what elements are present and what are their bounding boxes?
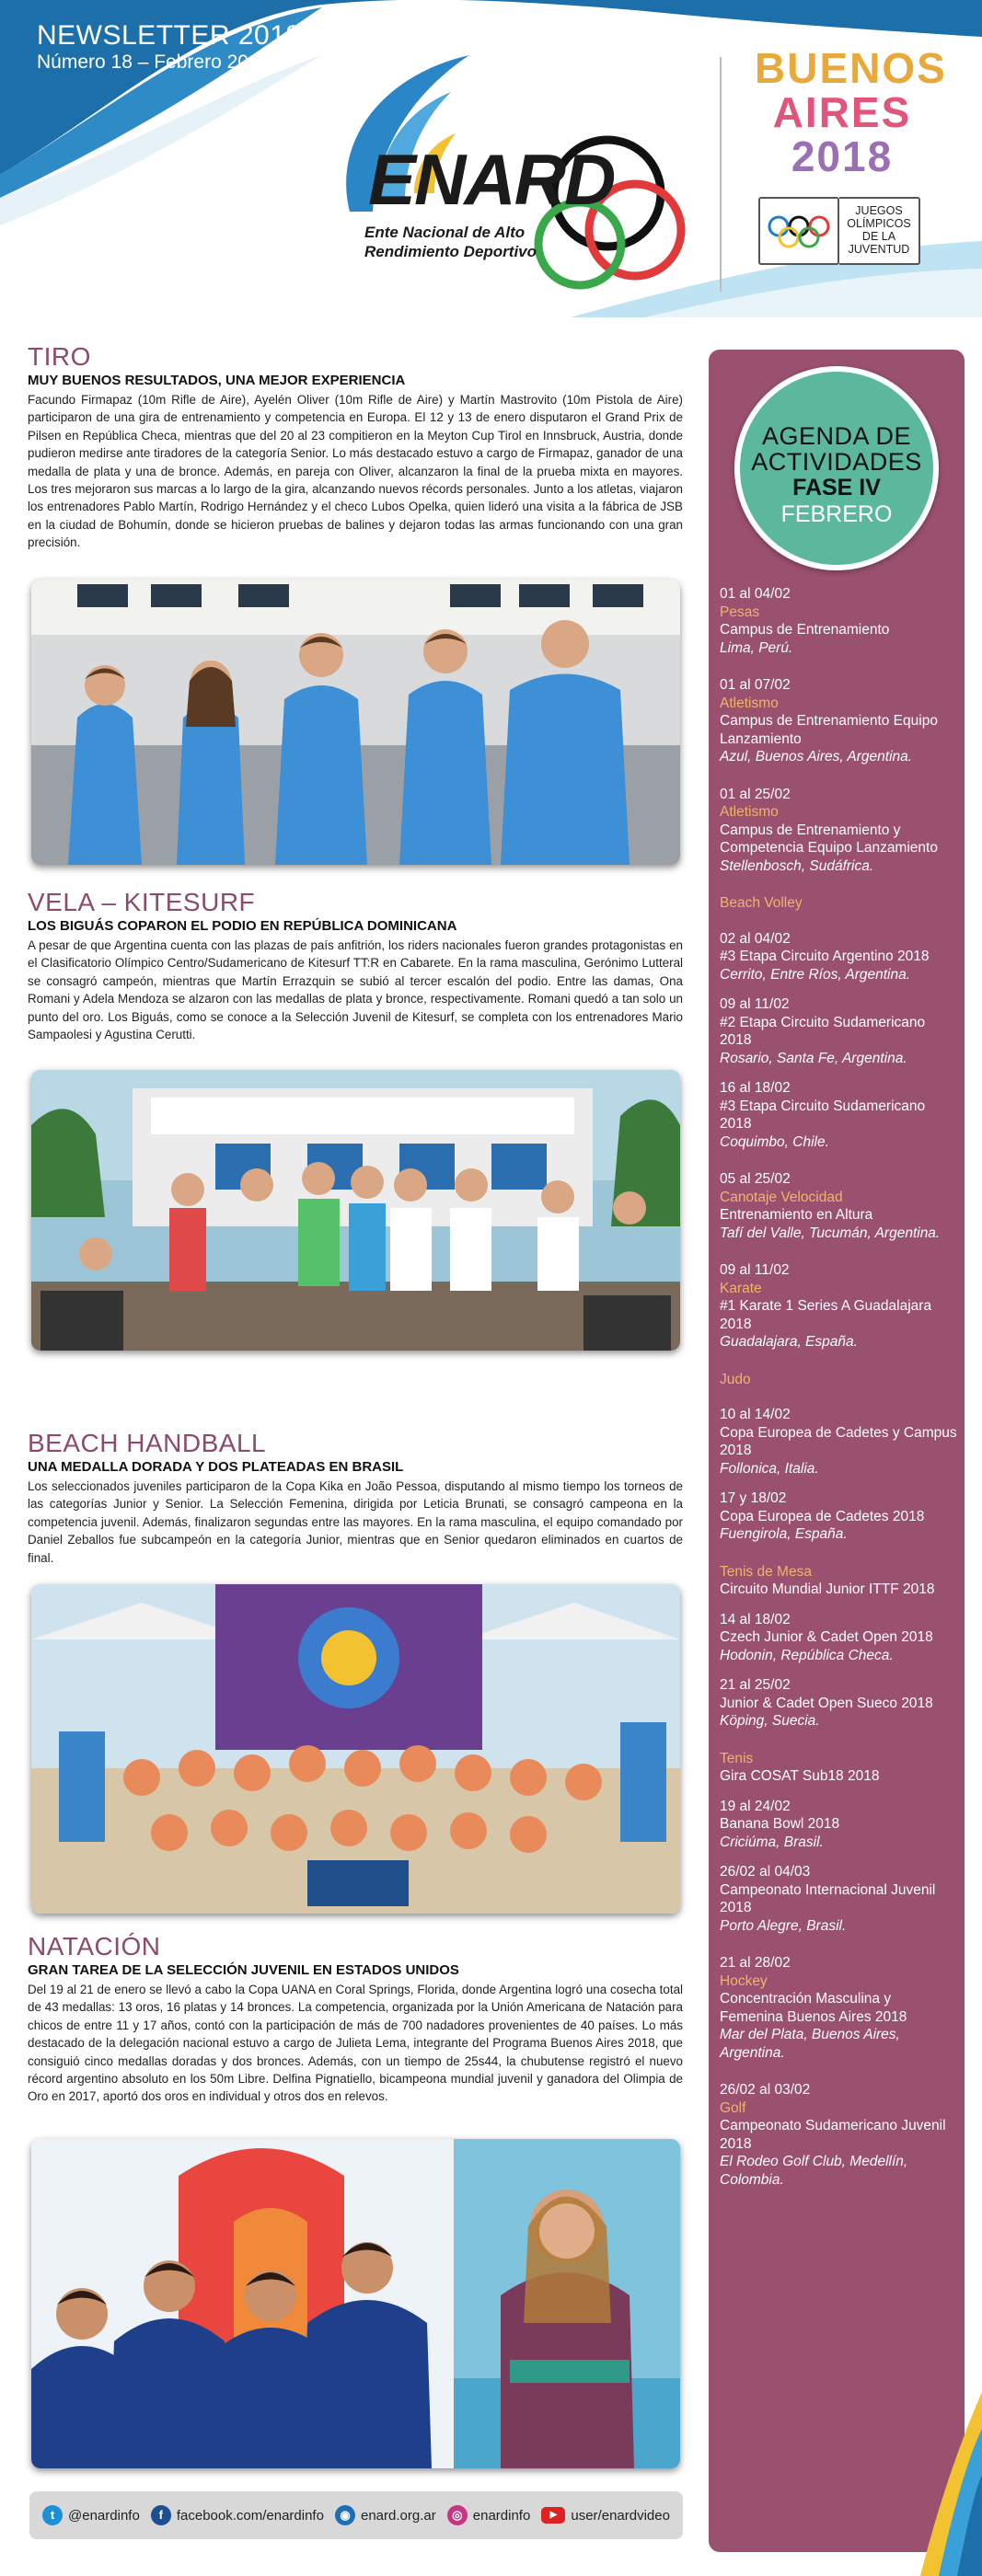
event-date: 05 al 25/02 [720, 1171, 791, 1187]
event-place: Hodonin, República Checa. [720, 1647, 894, 1663]
enard-tagline-1: Ente Nacional de Alto [364, 224, 526, 241]
agenda-event [720, 1798, 957, 1852]
event-date: 21 al 28/02 [720, 1955, 791, 1971]
agenda-event [720, 1170, 957, 1242]
section-title-vela: VELA – KITESURF [28, 888, 256, 916]
facebook-icon: f [151, 2505, 171, 2525]
event-name: Junior & Cadet Open Sueco 2018 [720, 1695, 933, 1711]
event-name: Campeonato Internacional Juvenil 2018 [720, 1881, 936, 1915]
youth-olympic-games-label [839, 197, 920, 265]
footer-decoration [0, 2355, 982, 2576]
event-place: Follonica, Italia. [720, 1460, 819, 1477]
event-date: 02 al 04/02 [720, 930, 791, 947]
enard-tagline-2: Rendimiento Deportivo [364, 243, 537, 260]
event-name: Gira COSAT Sub18 2018 [720, 1768, 880, 1784]
event-date: 26/02 al 04/03 [720, 1864, 811, 1880]
event-name: Entrenamiento en Altura [720, 1207, 873, 1223]
event-sport: Canotaje Velocidad [720, 1189, 843, 1205]
agenda-event-intro [720, 1581, 957, 1599]
event-name: Copa Europea de Cadetes 2018 [720, 1508, 925, 1524]
buenos-aires-2018-logo [755, 44, 947, 180]
event-name: Campus de Entrenamiento [720, 622, 890, 638]
event-place: Rosario, Santa Fe, Argentina. [720, 1050, 907, 1066]
social-links-bar [29, 2491, 683, 2539]
section-body-vela: A pesar de que Argentina cuenta con las plazas de país anfitrión, los riders nacionales fueron grandes protagonistas en el Clasificatorio Olímpico Centro/Sudamericano de Kitesurf TT:R en Cabarete. En la rama masculina, Gerónimo Lutteral se consagró campeón, mientras que Martín Errazquin se subió al tercer escalón del podio. Entre las damas, Ona Romani y Adela Mendoza se alzaron con las medallas de plata y bronce, respectivamente. Romani quedó a tan solo un punto del oro. Los Biguás, como se conoce a la Selección Juvenil de Kitesurf, se completa con los entrenadores Mario Sampaolesi y Agustina Cerutti. [28, 938, 683, 1042]
event-date: 01 al 07/02 [720, 677, 791, 693]
section-title-tiro: TIRO [28, 342, 91, 371]
web-url: enard.org.ar [361, 2507, 436, 2524]
event-place: Azul, Buenos Aires, Argentina. [720, 749, 913, 765]
header-divider [720, 57, 722, 292]
ba-logo-line-1: BUENOS [755, 44, 947, 92]
web-link[interactable] [335, 2505, 436, 2525]
event-date: 21 al 25/02 [720, 1677, 791, 1693]
web-icon: ◉ [335, 2505, 355, 2525]
category-tenis: Tenis [720, 1750, 754, 1766]
agenda-event [720, 1406, 957, 1478]
agenda-event-intro [720, 1767, 957, 1786]
section-title-handball: BEACH HANDBALL [28, 1429, 267, 1457]
agenda-event [720, 930, 957, 984]
category-beach-volley: Beach Volley [720, 895, 803, 911]
event-date: 14 al 18/02 [720, 1611, 791, 1627]
agenda-event [720, 1863, 957, 1935]
event-name: Campus de Entrenamiento Equipo Lanzamiento [720, 713, 938, 747]
photo-beach-handball-team [31, 1584, 680, 1914]
event-place: Guadalajara, España. [720, 1334, 858, 1350]
agenda-event [720, 1954, 957, 2062]
instagram-link[interactable] [447, 2505, 531, 2525]
event-name: #1 Karate 1 Series A Guadalajara 2018 [720, 1298, 932, 1332]
event-sport: Atletismo [720, 695, 779, 711]
yog-line-4: JUVENTUD [848, 243, 910, 256]
event-name: #3 Etapa Circuito Argentino 2018 [720, 949, 930, 964]
event-date: 10 al 14/02 [720, 1407, 791, 1422]
olympic-rings-icon [758, 197, 839, 265]
agenda-title-4: FEBRERO [780, 501, 893, 527]
agenda-event [720, 1079, 957, 1151]
event-name: Concentración Masculina y Femenina Buenos Aires 2018 [720, 1991, 907, 2025]
event-name: Banana Bowl 2018 [720, 1816, 840, 1832]
event-place: Coquimbo, Chile. [720, 1133, 829, 1150]
event-name: Circuito Mundial Junior ITTF 2018 [720, 1581, 935, 1597]
event-name: Copa Europea de Cadetes y Campus 2018 [720, 1424, 957, 1458]
category-judo: Judo [720, 1371, 751, 1387]
agenda-event [720, 2081, 957, 2189]
event-name: Campeonato Sudamericano Juvenil 2018 [720, 2118, 946, 2152]
agenda-events [720, 585, 957, 2208]
newsletter-title: NEWSLETTER 2018 [37, 20, 302, 51]
section-subtitle-vela: LOS BIGUÁS COPARON EL PODIO EN REPÚBLICA DOMINICANA [28, 918, 457, 934]
agenda-title-1: AGENDA DE [761, 422, 912, 450]
instagram-icon: ◎ [447, 2505, 468, 2525]
agenda-badge [734, 366, 939, 570]
agenda-event [720, 786, 957, 876]
event-sport: Karate [720, 1280, 762, 1296]
event-name: #2 Etapa Circuito Sudamericano 2018 [720, 1014, 926, 1048]
newsletter-header [0, 0, 982, 317]
issue-number: Número 18 – Febrero 2018 [37, 52, 271, 73]
event-place: Porto Alegre, Brasil. [720, 1917, 847, 1934]
event-place: Mar del Plata, Buenos Aires, Argentina. [720, 2027, 900, 2061]
youtube-link[interactable] [541, 2507, 670, 2524]
agenda-title-3: FASE IV [792, 475, 881, 500]
event-date: 19 al 24/02 [720, 1798, 791, 1814]
event-sport: Pesas [720, 604, 760, 620]
photo-kitesurf-podium [31, 1070, 680, 1351]
event-sport: Hockey [720, 1972, 768, 1989]
event-name: Campus de Entrenamiento y Competencia Equipo Lanzamiento [720, 822, 938, 856]
section-subtitle-natacion: GRAN TAREA DE LA SELECCIÓN JUVENIL EN ESTADOS UNIDOS [28, 1962, 459, 1978]
agenda-event [720, 585, 957, 657]
event-date: 09 al 11/02 [720, 1262, 790, 1278]
enard-wordmark: ENARD [368, 139, 615, 220]
agenda-event [720, 1611, 957, 1665]
twitter-link[interactable] [42, 2505, 140, 2525]
event-place: Fuengirola, España. [720, 1526, 848, 1542]
yog-line-2: OLÍMPICOS [847, 217, 911, 230]
agenda-event [720, 1489, 957, 1544]
event-place: Köping, Suecia. [720, 1713, 820, 1729]
agenda-event [720, 1261, 957, 1351]
yog-line-3: DE LA [861, 230, 896, 243]
event-place: Lima, Perú. [720, 639, 793, 656]
section-body-tiro: Facundo Firmapaz (10m Rifle de Aire), Ayelén Oliver (10m Rifle de Aire) y Martín Mastrovito (10m Pistola de Aire) participaron de una gira de entrenamiento y competencia en Europa. El 12 y 13 de enero disputaron el Grand Prix de Pilsen en República Checa, mientras que del 20 al 23 compitieron en la Meyton Cup Tirol en Innsbruck, Austria, donde pudieron medirse ante tiradores de la categoría Senior. Lo más destacado estuvo a cargo de Firmapaz, ganador de una medalla de plata y una de bronce. Además, en pareja con Oliver, alcanzaron la final de la prueba mixta en mayores. Los tres mejoraron sus marcas a lo largo de la gira, alcanzando nuevos récords personales. Junto a los atletas, viajaron los entrenadores Pablo Martín, Rodrigo Hernández y el checo Lubos Opelka, quien lideró una visita a la fábrica de JSB en la ciudad de Bohumín, donde se hicieron pruebas de balines y dejaron todas las armas funcionando con una gran precisión. [28, 393, 683, 550]
event-name: Czech Junior & Cadet Open 2018 [720, 1629, 933, 1645]
youtube-icon: ▶ [541, 2507, 565, 2524]
twitter-icon: t [42, 2505, 63, 2525]
agenda-event [720, 676, 957, 766]
section-subtitle-tiro: MUY BUENOS RESULTADOS, UNA MEJOR EXPERIENCIA [28, 373, 406, 388]
event-date: 26/02 al 03/02 [720, 2082, 811, 2098]
event-sport: Golf [720, 2099, 746, 2116]
yog-line-1: JUEGOS [855, 204, 903, 217]
ba-logo-line-2: AIRES [772, 88, 912, 136]
section-title-natacion: NATACIÓN [28, 1932, 161, 1961]
category-tenis-de-mesa: Tenis de Mesa [720, 1563, 812, 1580]
event-date: 01 al 25/02 [720, 786, 791, 802]
instagram-handle: enardinfo [472, 2507, 531, 2524]
ba-logo-line-3: 2018 [791, 132, 894, 180]
section-subtitle-handball: UNA MEDALLA DORADA Y DOS PLATEADAS EN BRASIL [28, 1459, 404, 1475]
event-date: 17 y 18/02 [720, 1490, 787, 1506]
agenda-sidebar [709, 350, 965, 2552]
event-date: 16 al 18/02 [720, 1080, 791, 1096]
event-place: El Rodeo Golf Club, Medellín, Colombia. [720, 2154, 908, 2188]
agenda-title-2: ACTIVIDADES [751, 448, 922, 476]
event-date: 09 al 11/02 [720, 996, 790, 1012]
event-sport: Atletismo [720, 804, 779, 820]
section-body-handball: Los seleccionados juveniles participaron de la Copa Kika en João Pessoa, disputando al mismo tiempo los torneos de las categorías Junior y Senior. La Selección Femenina, dirigida por Leticia Brunati, se consagró campeona en la competencia juvenil. Además, finalizaron segundas entre las mayores. En la rama masculina, el equipo comandado por Daniel Zeballos fue subcampeón en la categoría Junior, mientras que en Senior quedaron eliminados en cuartos de final. [28, 1479, 683, 1565]
event-place: Criciúma, Brasil. [720, 1834, 824, 1850]
section-body-natacion: Del 19 al 21 de enero se llevó a cabo la Copa UANA en Coral Springs, Florida, donde Argentina logró una cosecha total de 43 medallas: 13 oros, 16 platas y 14 bronces. La competencia, organizada por la Unión Americana de Natación para chicos de entre 11 y 17 años, contó con la participación de más de 700 nadadores provenientes de 40 países. Lo más destacado de la delegación nacional estuvo a cargo de Julieta Lema, integrante del Programa Buenos Aires 2018, que consiguió cinco medallas doradas y dos bronces. Además, con un tiempo de 25s44, la chubutense registró el nuevo récord argentino absoluto en los 50m Libre. Delfina Pignatiello, bicampeona mundial juvenil y ganadora del Olimpia de Oro en 2017, aportó dos oros en individual y otros dos en relevos. [28, 1983, 683, 2104]
facebook-url: facebook.com/enardinfo [176, 2507, 324, 2524]
photo-tiro-team [31, 580, 680, 865]
event-place: Cerrito, Entre Ríos, Argentina. [720, 966, 911, 983]
twitter-handle: @enardinfo [68, 2507, 140, 2524]
facebook-link[interactable] [151, 2505, 324, 2525]
youtube-channel: user/enardvideo [571, 2507, 670, 2524]
agenda-event [720, 1676, 957, 1731]
event-name: #3 Etapa Circuito Sudamericano 2018 [720, 1098, 926, 1132]
event-place: Stellenbosch, Sudáfrica. [720, 857, 874, 874]
agenda-event [720, 995, 957, 1067]
event-date: 01 al 04/02 [720, 586, 791, 602]
event-place: Tafí del Valle, Tucumán, Argentina. [720, 1225, 941, 1241]
